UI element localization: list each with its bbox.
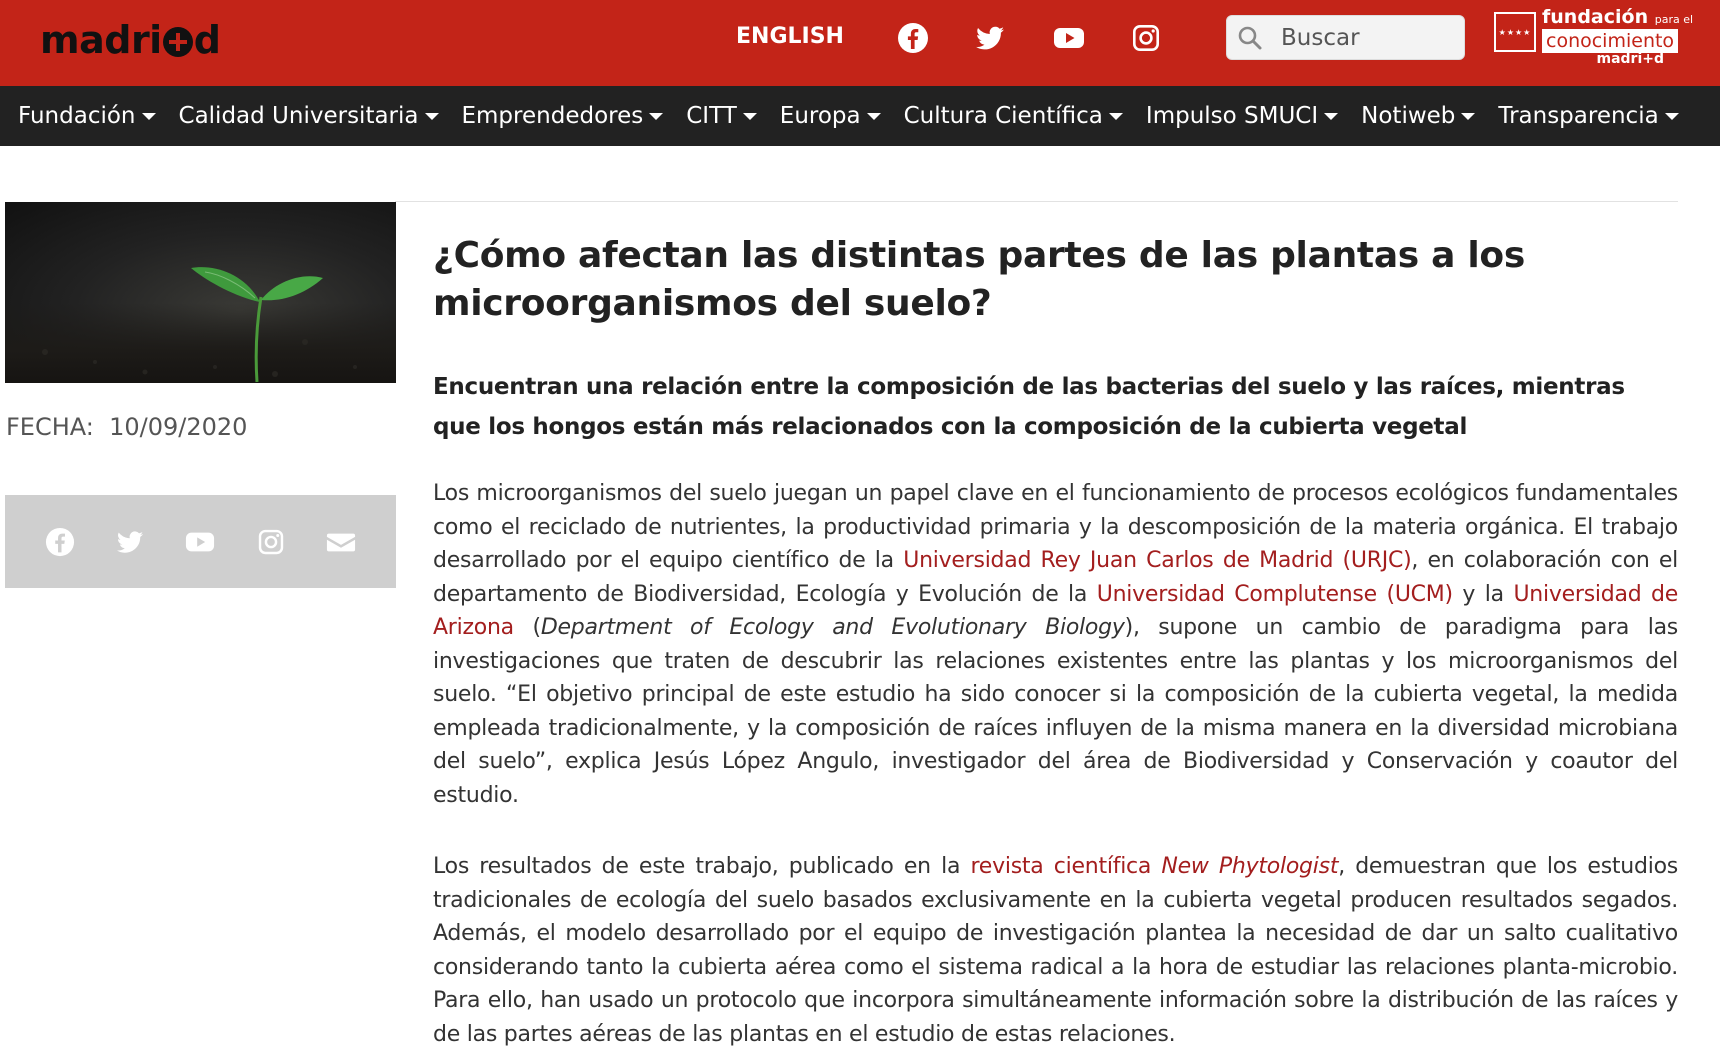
nav-item-label: Europa <box>779 103 861 129</box>
search-box <box>1226 15 1465 60</box>
fund-logo-line1: fundación <box>1542 6 1649 28</box>
facebook-icon[interactable] <box>893 18 933 58</box>
caret-down-icon <box>649 113 663 120</box>
article <box>433 232 1678 1051</box>
plus-icon <box>163 27 193 57</box>
paragraph-text: , en colaboración con el departamento de Biodiversidad, Ecología y Evolución de la <box>433 548 1678 607</box>
twitter-icon[interactable] <box>113 525 147 559</box>
caret-down-icon <box>1665 113 1679 120</box>
nav-item-cultura-científica[interactable] <box>904 103 1123 129</box>
instagram-icon[interactable] <box>254 525 288 559</box>
logo-text-end: d <box>193 18 221 62</box>
facebook-icon[interactable] <box>43 525 77 559</box>
nav-item-citt[interactable] <box>686 103 757 129</box>
language-link-english[interactable]: ENGLISH <box>736 24 844 49</box>
caret-down-icon <box>1324 113 1338 120</box>
nav-item-label: Notiweb <box>1361 103 1456 129</box>
search-icon[interactable] <box>1237 25 1263 51</box>
paragraph-text: ( <box>513 615 541 640</box>
department-name: Department of Ecology and Evolutionary Biology <box>540 615 1125 640</box>
logo-text: madri <box>40 18 162 62</box>
date-value: 10/09/2020 <box>109 413 248 441</box>
top-header <box>0 0 1720 86</box>
nav-item-europa[interactable] <box>780 103 881 129</box>
seedling-illustration <box>5 202 396 383</box>
caret-down-icon <box>867 113 881 120</box>
article-paragraph-1 <box>433 477 1678 812</box>
caret-down-icon <box>1109 113 1123 120</box>
caret-down-icon <box>743 113 757 120</box>
nav-item-calidad-universitaria[interactable] <box>179 103 439 129</box>
youtube-icon[interactable] <box>183 525 217 559</box>
nav-item-label: Cultura Científica <box>903 103 1103 129</box>
journal-name: New Phytologist <box>1161 854 1339 879</box>
madrid-flag-icon: ★★★★ <box>1494 12 1536 52</box>
caret-down-icon <box>425 113 439 120</box>
publication-date <box>6 413 247 441</box>
nav-item-emprendedores[interactable] <box>462 103 664 129</box>
link-ucm[interactable]: Universidad Complutense (UCM) <box>1096 581 1453 607</box>
nav-item-label: Transparencia <box>1498 103 1659 129</box>
envelope-icon[interactable] <box>324 525 358 559</box>
search-input[interactable] <box>1281 25 1461 51</box>
youtube-icon[interactable] <box>1049 18 1089 58</box>
link-text: revista científica <box>970 854 1162 879</box>
caret-down-icon <box>1461 113 1475 120</box>
article-paragraph-2 <box>433 850 1678 1051</box>
nav-item-label: CITT <box>686 103 737 129</box>
nav-item-fundación[interactable] <box>18 103 156 129</box>
madrid-logo[interactable] <box>40 18 220 62</box>
link-new-phytologist[interactable] <box>970 854 1338 879</box>
twitter-icon[interactable] <box>970 18 1010 58</box>
date-label: FECHA: <box>6 413 94 441</box>
instagram-icon[interactable] <box>1126 18 1166 58</box>
nav-item-label: Calidad Universitaria <box>178 103 419 129</box>
article-thumbnail-image[interactable] <box>5 202 396 383</box>
caret-down-icon <box>142 113 156 120</box>
nav-item-label: Fundación <box>18 103 136 129</box>
paragraph-text: y la <box>1452 581 1514 607</box>
nav-item-label: Impulso SMUCI <box>1145 103 1319 129</box>
nav-item-notiweb[interactable] <box>1361 103 1475 129</box>
fund-logo-small: para el <box>1654 13 1694 26</box>
fund-logo-line2: conocimiento <box>1542 29 1678 53</box>
main-navigation <box>0 86 1720 146</box>
article-title: ¿Cómo afectan las distintas partes de las plantas a los microorganismos del suelo? <box>433 235 1525 324</box>
article-lead: Encuentran una relación entre la composición de las bacterias del suelo y las raíces, mientras que los hongos están más relacionados con la composición de la cubierta vegetal <box>433 374 1625 440</box>
divider <box>395 201 1678 202</box>
paragraph-text: Los resultados de este trabajo, publicado en la <box>433 854 971 879</box>
fundacion-logo[interactable] <box>1494 6 1694 70</box>
nav-item-label: Emprendedores <box>461 103 644 129</box>
link-arizona[interactable]: Universidad de Arizona <box>433 581 1679 640</box>
share-bar <box>5 495 396 588</box>
link-urjc[interactable]: Universidad Rey Juan Carlos de Madrid (URJC) <box>903 548 1412 573</box>
paragraph-text: Los microorganismos del suelo juegan un papel clave en el funcionamiento de procesos ecológicos fundamentales como el reciclado de nutrientes, la productividad primaria y la descomposición de la materia orgánica. El trabajo desarrollado por el equipo científico de la <box>433 481 1678 573</box>
fund-logo-line3: madri+d <box>1596 51 1664 67</box>
nav-item-impulso-smuci[interactable] <box>1146 103 1338 129</box>
paragraph-text: , demuestran que los estudios tradicionales de ecología del suelo basados exclusivamente en la cubierta vegetal producen resultados segados. Además, el modelo desarrollado por el equipo de investigación plantea la necesidad de dar un salto cualitativo considerando tanto la cubierta aérea como el sistema radical a la hora de estudiar las relaciones planta-microbio. Para ello, han usado un protocolo que incorpora simultáneamente información sobre la distribución de las raíces y de las partes aéreas de las plantas en el estudio de estas relaciones. <box>433 854 1678 1047</box>
paragraph-text: ), supone un cambio de paradigma para las investigaciones que traten de descubrir las relaciones existentes entre las plantas y los microorganismos del suelo. “El objetivo principal de este estudio ha sido conocer si la composición de la cubierta vegetal, la medida empleada tradicionalmente, y la composición de raíces influyen de la misma manera en la diversidad microbiana del suelo”, explica Jesús López Angulo, investigador del área de Biodiversidad y Conservación y coautor del estudio. <box>433 615 1679 808</box>
nav-item-transparencia[interactable] <box>1498 103 1678 129</box>
